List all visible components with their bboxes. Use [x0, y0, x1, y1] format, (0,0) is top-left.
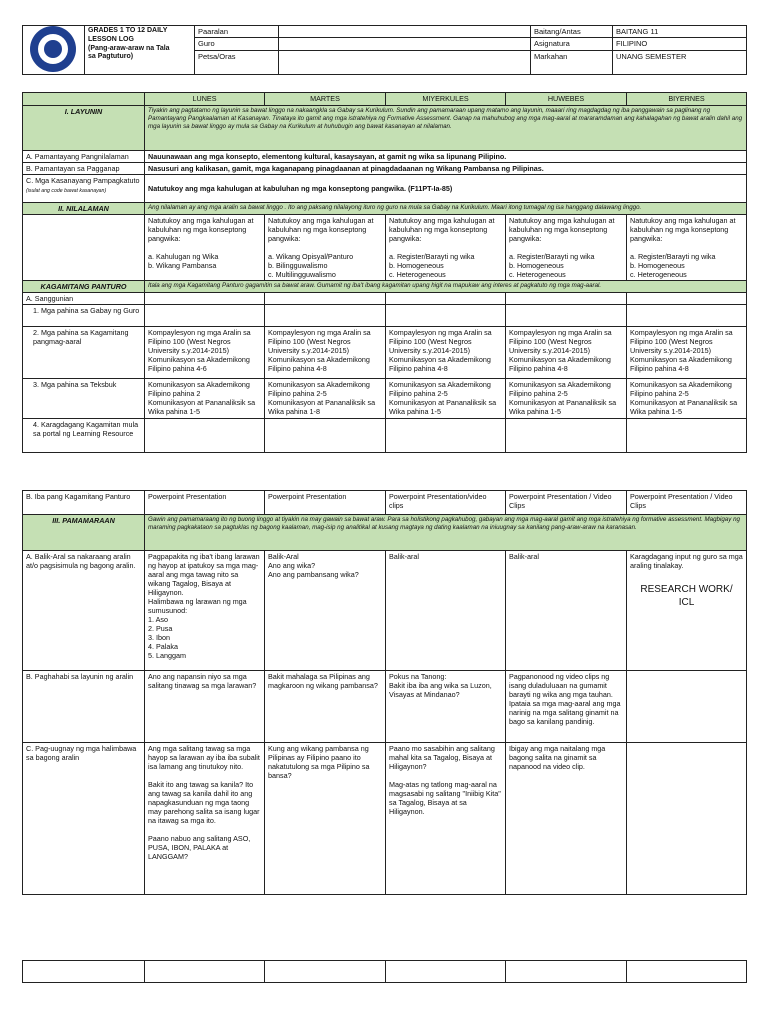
day-header-biyernes: BIYERNES	[627, 93, 747, 106]
sanggunian-cell	[386, 293, 506, 305]
pa-biyernes-cell	[627, 551, 747, 671]
sanggunian-label: A. Sanggunian	[23, 293, 145, 305]
pc-huwebes: Ibigay ang mga naitalang mga bagong salita na ginamit sa napanood na video clip.	[506, 743, 627, 895]
empty-cell	[265, 961, 386, 983]
header-table	[22, 25, 747, 75]
kasanayan-text: Natutukoy ang mga kahulugan at kabuluhan ng mga konseptong pangwika. (F11PT-Ia-85)	[145, 175, 747, 203]
nilalaman-martes: Natutukoy ang mga kahulugan at kabuluhan ng mga konseptong pangwika: a. Wikang Opisyal/Panturo b. Bilingguwalismo c. Multilingguwalismo	[265, 215, 386, 281]
empty-cell	[23, 961, 145, 983]
kasanayan-note: (isulat ang code bawat kasanayan)	[26, 188, 107, 194]
pa-lunes: Pagpapakita ng iba't ibang larawan ng hayop at ipatukoy sa mga mag-aaral ang mga tawag nito sa wikang Tagalog, Bisaya at Hiligaynon. Halimbawa ng larawan ng mga sumusunod: 1. Aso 2. Pusa 3. Ibon 4. Palaka 5. Langgam	[145, 551, 265, 671]
objectives-table	[22, 92, 747, 453]
lesson-log-title: GRADES 1 TO 12 DAILY LESSON LOG (Pang-araw-araw na Tala sa Pagtuturo)	[85, 26, 195, 75]
logo-cell	[23, 26, 85, 75]
gabay-guro-cell	[506, 305, 627, 327]
nilalaman-heading: II. NILALAMAN	[23, 203, 145, 215]
asignatura-value: FILIPINO	[613, 38, 747, 50]
s3-huwebes: Komunikasyon sa Akademikong Filipino pahina 2-5 Komunikasyon at Pananaliksik sa Wika pahina 1-5	[506, 379, 627, 419]
empty-cell	[145, 961, 265, 983]
sanggunian-cell	[506, 293, 627, 305]
pamantayang-pangnilalaman-label: A. Pamantayang Pangnilalaman	[23, 151, 145, 163]
pb-biyernes	[627, 671, 747, 743]
pb-huwebes: Pagpanonood ng video clips ng isang duladuluaan na gumamit barayti ng wika ang mga tauhan. Ipataia sa mga mag-aaral ang mga narinig na mga salitang ginamit na bago sa kanilang pandinig.	[506, 671, 627, 743]
day-header-lunes: LUNES	[145, 93, 265, 106]
karagdagang-cell	[265, 419, 386, 453]
sanggunian-cell	[265, 293, 386, 305]
pag-uugnay-label: C. Pag-uugnay ng mga halimbawa sa bagong aralin	[23, 743, 145, 895]
baitang-value: BAITANG 11	[613, 26, 747, 38]
guro-value[interactable]	[279, 38, 531, 50]
kagamitan-description: Itala ang mga Kagamitang Panturo gagamitin sa bawat araw. Gumamit ng iba't ibang kagamitan upang higit na mapukaw ang interes at pagkatuto ng mga mag-aaral.	[145, 281, 747, 293]
balik-aral-label: A. Balik-Aral sa nakaraang aralin at/o pagsisimula ng bagong aralin.	[23, 551, 145, 671]
s2-huwebes: Kompaylesyon ng mga Aralin sa Filipino 100 (West Negros University s.y.2014-2015) Komunikasyon sa Akademikong Filipino pahina 4-8	[506, 327, 627, 379]
s2-miyerkules: Kompaylesyon ng mga Aralin sa Filipino 100 (West Negros University s.y.2014-2015) Komunikasyon sa Akademikong Filipino pahina 4-8	[386, 327, 506, 379]
b-iba-miyerkules: Powerpoint Presentation/video clips	[386, 491, 506, 515]
karagdagang-cell	[506, 419, 627, 453]
nilalaman-lunes: Natutukoy ang mga kahulugan at kabuluhan ng mga konseptong pangwika: a. Kahulugan ng Wika b. Wikang Pambansa	[145, 215, 265, 281]
s3-biyernes: Komunikasyon sa Akademikong Filipino pahina 2-5 Komunikasyon at Pananaliksik sa Wika pahina 1-5	[627, 379, 747, 419]
empty-cell	[386, 961, 506, 983]
pamamaraan-description: Gawin ang pamamaraang ito ng buong linggo at tiyakin na may gawain sa bawat araw. Para sa holistikong pagkahubog, gabayan ang mga mag-aaral gamit ang mga istratehiya ng formative assessment. Magbigay ng maraming pagkakataon sa pagtuklas ng bagong kaalaman, mag-isip ng analitikal at kusang magtaya ng dating kaalaman na iniuugnay sa kanilang pang-araw-araw na karanasan.	[145, 515, 747, 551]
kasanayan-label-text: C. Mga Kasanayang Pampagkatuto	[26, 176, 140, 185]
b-iba-martes: Powerpoint Presentation	[265, 491, 386, 515]
day-header-huwebes: HUWEBES	[506, 93, 627, 106]
day-header-miyerkules: MIYERKULES	[386, 93, 506, 106]
teksbuk-label: 3. Mga pahina sa Teksbuk	[23, 379, 145, 419]
procedure-table	[22, 490, 747, 895]
s3-lunes: Komunikasyon sa Akademikong Filipino pahina 2 Komunikasyon at Pananaliksik sa Wika pahina 1-5	[145, 379, 265, 419]
karagdagang-kagamitan-label: 4. Karagdagang Kagamitan mula sa portal ng Learning Resource	[23, 419, 145, 453]
s2-biyernes: Kompaylesyon ng mga Aralin sa Filipino 100 (West Negros University s.y.2014-2015) Komunikasyon sa Akademikong Filipino pahina 4-8	[627, 327, 747, 379]
karagdagang-cell	[386, 419, 506, 453]
layunin-heading: I. LAYUNIN	[23, 106, 145, 151]
pb-miyerkules: Pokus na Tanong: Bakit iba iba ang wika sa Luzon, Visayas at Mindanao?	[386, 671, 506, 743]
empty-cell	[627, 961, 747, 983]
pc-martes: Kung ang wikang pambansa ng Pilipinas ay Filipino paano ito nakatutulong sa mga Pilipino sa bansa?	[265, 743, 386, 895]
s2-lunes: Kompaylesyon ng mga Aralin sa Filipino 100 (West Negros University s.y.2014-2015) Komunikasyon sa Akademikong Filipino pahina 4-6	[145, 327, 265, 379]
pc-miyerkules: Paano mo sasabihin ang salitang mahal kita sa Tagalog, Bisaya at Hiligaynon? Mag-atas ng tatlong mag-aaral na magsasabi ng salitang "Iniibig Kita" sa Tagalog, Bisaya at sa Hiligaynon.	[386, 743, 506, 895]
nilalaman-huwebes: Natutukoy ang mga kahulugan at kabuluhan ng mga konseptong pangwika: a. Register/Barayti ng wika b. Homogeneous c. Heterogeneous	[506, 215, 627, 281]
baitang-label: Baitang/Antas	[531, 26, 613, 38]
sanggunian-cell	[145, 293, 265, 305]
kagamitan-heading: KAGAMITANG PANTURO	[23, 281, 145, 293]
nilalaman-description: Ang nilalaman ay ang mga aralin sa bawat linggo . Ito ang paksang nilalayong ituro ng guro na mula sa Gabay na Kurikulum. Maari itong tumagal ng isa hanggang dalawang linggo.	[145, 203, 747, 215]
research-work-label: RESEARCH WORK/ ICL	[640, 584, 733, 608]
pb-lunes: Ano ang napansin niyo sa mga salitang tinawag sa mga larawan?	[145, 671, 265, 743]
kasanayan-label	[23, 175, 145, 203]
empty-cell	[506, 961, 627, 983]
pa-biyernes: Karagdagang input ng guro sa mga araling tinalakay.	[630, 552, 743, 570]
s3-miyerkules: Komunikasyon sa Akademikong Filipino pahina 2-5 Komunikasyon at Pananaliksik sa Wika pahina 1-5	[386, 379, 506, 419]
b-iba-biyernes: Powerpoint Presentation / Video Clips	[627, 491, 747, 515]
nilalaman-blank	[23, 215, 145, 281]
paaralan-label: Paaralan	[195, 26, 279, 38]
pa-martes: Balik-Aral Ano ang wika? Ano ang pambansang wika?	[265, 551, 386, 671]
layunin-description: Tiyakin ang pagtatamo ng layunin sa bawat linggo na nakaangkla sa Gabay sa Kurikulum. Sundin ang pamamaraan upang matamo ang layunin, maaari ring magdagdag ng iba panggawain sa paglinang ng Pamantayang Pangkaalaman at Kasanayan. Tinataya ito gamit ang mga istratehiya ng Formative Assessment. Ganap na mahuhubog ang mga mag-aaral at mararamdaman ang kahalagahan ng bawat aralin dahil ang mga layunin sa bawat linggo ay mula sa Gabay na Kurikulum at huhubugin ang bawat kasanayan at nilalaman.	[145, 106, 747, 151]
paghahabi-label: B. Paghahabi sa layunin ng aralin	[23, 671, 145, 743]
pamantayang-pangnilalaman-text: Nauunawaan ang mga konsepto, elementong kultural, kasaysayan, at gamit ng wika sa lipunang Pilipino.	[145, 151, 747, 163]
gabay-guro-cell	[386, 305, 506, 327]
s2-martes: Kompaylesyon ng mga Aralin sa Filipino 100 (West Negros University s.y.2014-2015) Komunikasyon sa Akademikong Filipino pahina 4-8	[265, 327, 386, 379]
pamantayan-pagganap-text: Nasusuri ang kalikasan, gamit, mga kaganapang pinagdaanan at pinagdadaanan ng Wikang Pambansa ng Pilipinas.	[145, 163, 747, 175]
gabay-guro-cell	[145, 305, 265, 327]
gabay-guro-cell	[265, 305, 386, 327]
pc-biyernes	[627, 743, 747, 895]
pa-miyerkules: Balik-aral	[386, 551, 506, 671]
nilalaman-miyerkules: Natutukoy ang mga kahulugan at kabuluhan ng mga konseptong pangwika: a. Register/Barayti ng wika b. Homogeneous c. Heterogeneous	[386, 215, 506, 281]
karagdagang-cell	[627, 419, 747, 453]
pb-martes: Bakit mahalaga sa Pilipinas ang magkaroon ng wikang pambansa?	[265, 671, 386, 743]
petsa-label: Petsa/Oras	[195, 50, 279, 74]
continuation-table	[22, 960, 747, 983]
sanggunian-cell	[627, 293, 747, 305]
pc-lunes: Ang mga salitang tawag sa mga hayop sa larawan ay iba iba subalit isa lamang ang tinutukoy nito. Bakit ito ang tawag sa kanila? Ito ang tawag sa kanila dahil ito ang napagkasunduan ng mga taong may parehong salita sa isang lugar na itawag sa mga ito. Paano nabuo ang salitang ASO, PUSA, IBON, PALAKA at LANGGAM?	[145, 743, 265, 895]
nilalaman-biyernes: Natutukoy ang mga kahulugan at kabuluhan ng mga konseptong pangwika: a. Register/Barayti ng wika b. Homogeneous c. Heterogeneous	[627, 215, 747, 281]
markahan-label: Markahan	[531, 50, 613, 74]
pa-huwebes: Balik-aral	[506, 551, 627, 671]
pamantayan-pagganap-label: B. Pamantayan sa Pagganap	[23, 163, 145, 175]
s3-martes: Komunikasyon sa Akademikong Filipino pahina 2-5 Komunikasyon at Pananaliksik sa Wika pahina 1-8	[265, 379, 386, 419]
pamamaraan-heading: III. PAMAMARAAN	[23, 515, 145, 551]
gabay-guro-cell	[627, 305, 747, 327]
paaralan-value[interactable]	[279, 26, 531, 38]
asignatura-label: Asignatura	[531, 38, 613, 50]
petsa-value[interactable]	[279, 50, 531, 74]
iba-pang-kagamitan-label: B. Iba pang Kagamitang Panturo	[23, 491, 145, 515]
b-iba-lunes: Powerpoint Presentation	[145, 491, 265, 515]
corner-cell	[23, 93, 145, 106]
karagdagang-cell	[145, 419, 265, 453]
gabay-guro-label: 1. Mga pahina sa Gabay ng Guro	[23, 305, 145, 327]
markahan-value: UNANG SEMESTER	[613, 50, 747, 74]
guro-label: Guro	[195, 38, 279, 50]
b-iba-huwebes: Powerpoint Presentation / Video Clips	[506, 491, 627, 515]
day-header-martes: MARTES	[265, 93, 386, 106]
kagamitang-pangmag-aaral-label: 2. Mga pahina sa Kagamitang pangmag-aaral	[23, 327, 145, 379]
